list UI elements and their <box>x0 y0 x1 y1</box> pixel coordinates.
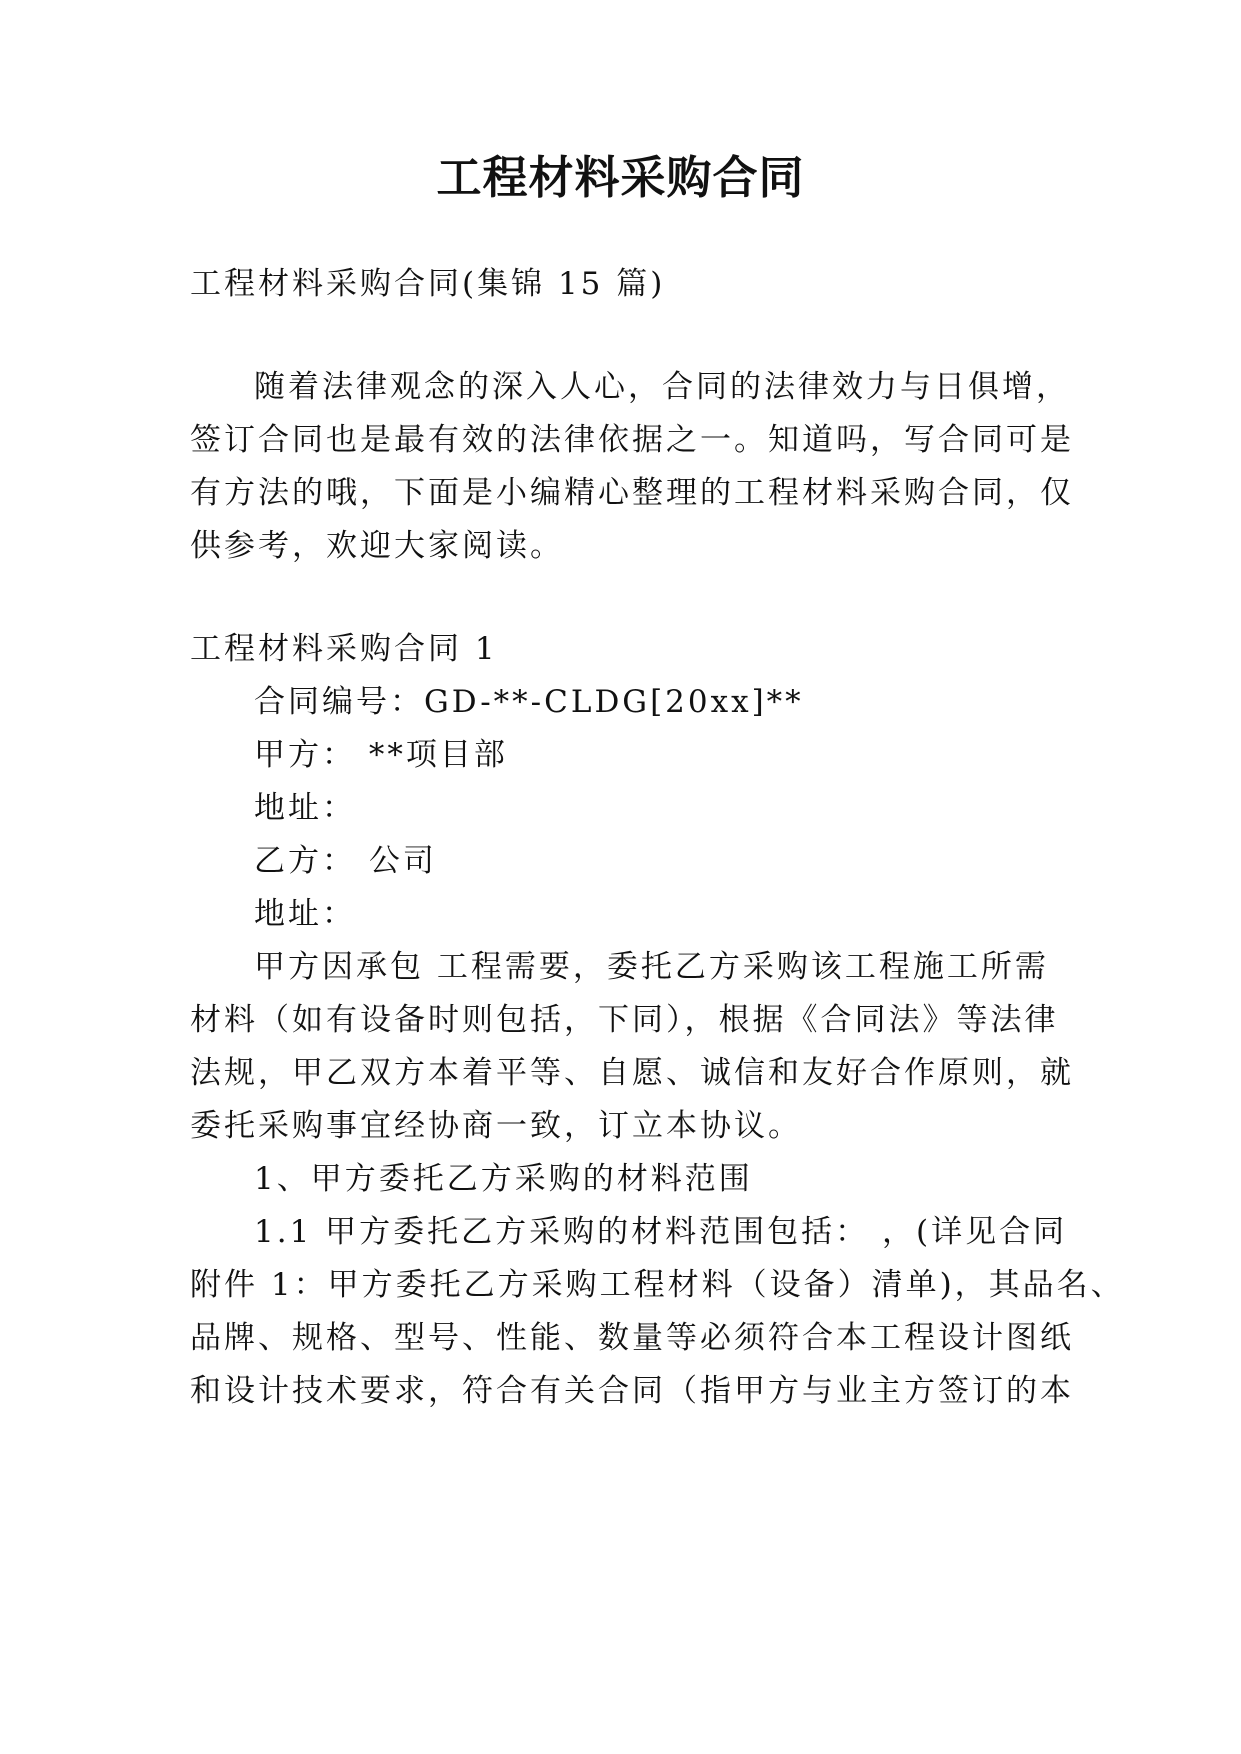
intro-line: 签订合同也是最有效的法律依据之一。知道吗，写合同可是 <box>190 422 1074 458</box>
clause-heading: 1、甲方委托乙方采购的材料范围 <box>254 1161 753 1197</box>
document-subtitle: 工程材料采购合同(集锦 15 篇) <box>190 266 666 302</box>
clause-line: 和设计技术要求，符合有关合同（指甲方与业主方签订的本 <box>190 1373 1074 1409</box>
document-title: 工程材料采购合同 <box>436 151 805 204</box>
contract-number: 合同编号：GD-**-CLDG[20xx]** <box>254 684 804 720</box>
party-b-address: 地址： <box>254 896 356 932</box>
clause-line: 附件 1：甲方委托乙方采购工程材料（设备）清单)，其品名、 <box>190 1267 1125 1303</box>
preamble-line: 甲方因承包 工程需要，委托乙方采购该工程施工所需 <box>254 949 1049 985</box>
section-heading: 工程材料采购合同 1 <box>190 631 498 667</box>
preamble-line: 材料（如有设备时则包括，下同），根据《合同法》等法律 <box>190 1002 1059 1038</box>
clause-line: 1.1 甲方委托乙方采购的材料范围包括： ，(详见合同 <box>254 1214 1068 1250</box>
intro-line: 有方法的哦，下面是小编精心整理的工程材料采购合同，仅 <box>190 475 1074 511</box>
party-b: 乙方： 公司 <box>254 843 437 879</box>
clause-line: 品牌、规格、型号、性能、数量等必须符合本工程设计图纸 <box>190 1320 1074 1356</box>
intro-line: 随着法律观念的深入人心，合同的法律效力与日俱增， <box>254 369 1070 405</box>
intro-line: 供参考，欢迎大家阅读。 <box>190 528 564 564</box>
preamble-line: 委托采购事宜经协商一致，订立本协议。 <box>190 1108 802 1144</box>
party-a: 甲方： **项目部 <box>254 737 508 773</box>
party-a-address: 地址： <box>254 790 356 826</box>
preamble-line: 法规，甲乙双方本着平等、自愿、诚信和友好合作原则，就 <box>190 1055 1074 1091</box>
